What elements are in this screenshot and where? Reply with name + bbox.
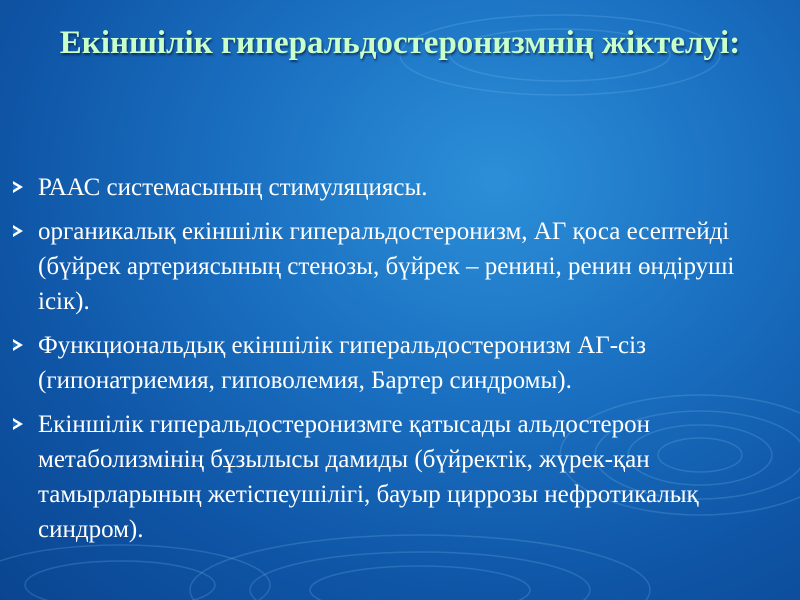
bullet-item-1 [10,170,780,205]
bullet-list [10,170,780,556]
bullet-text: органикалық екіншілік гиперальдостеронизм, АГ қоса есептейді (бүйрек артериясының стенозы, бүйрек – ренині, ренин өндіруші ісік). [38,218,735,315]
chevron-arrow-icon [10,337,26,353]
bullet-item-3 [10,328,780,398]
slide-title: Екіншілік гиперальдостеронизмнің жіктелуі: [59,25,741,61]
chevron-arrow-icon [10,179,26,195]
bullet-item-4 [10,407,780,547]
bullet-item-2 [10,214,780,319]
chevron-arrow-icon [10,416,26,432]
chevron-arrow-icon [10,223,26,239]
bullet-text: Функциональдық екіншілік гиперальдостеронизм АГ-сіз (гипонатриемия, гиповолемия, Бартер синдромы). [38,332,646,394]
bullet-text: РААС системасының стимуляциясы. [38,174,428,201]
bullet-text: Екіншілік гиперальдостеронизмге қатысады альдостерон метаболизмінің бұзылысы дамиды (бүйректік, жүрек-қан тамырларының жетіспеушілігі, бауыр циррозы нефротикалық синдром). [38,411,699,543]
